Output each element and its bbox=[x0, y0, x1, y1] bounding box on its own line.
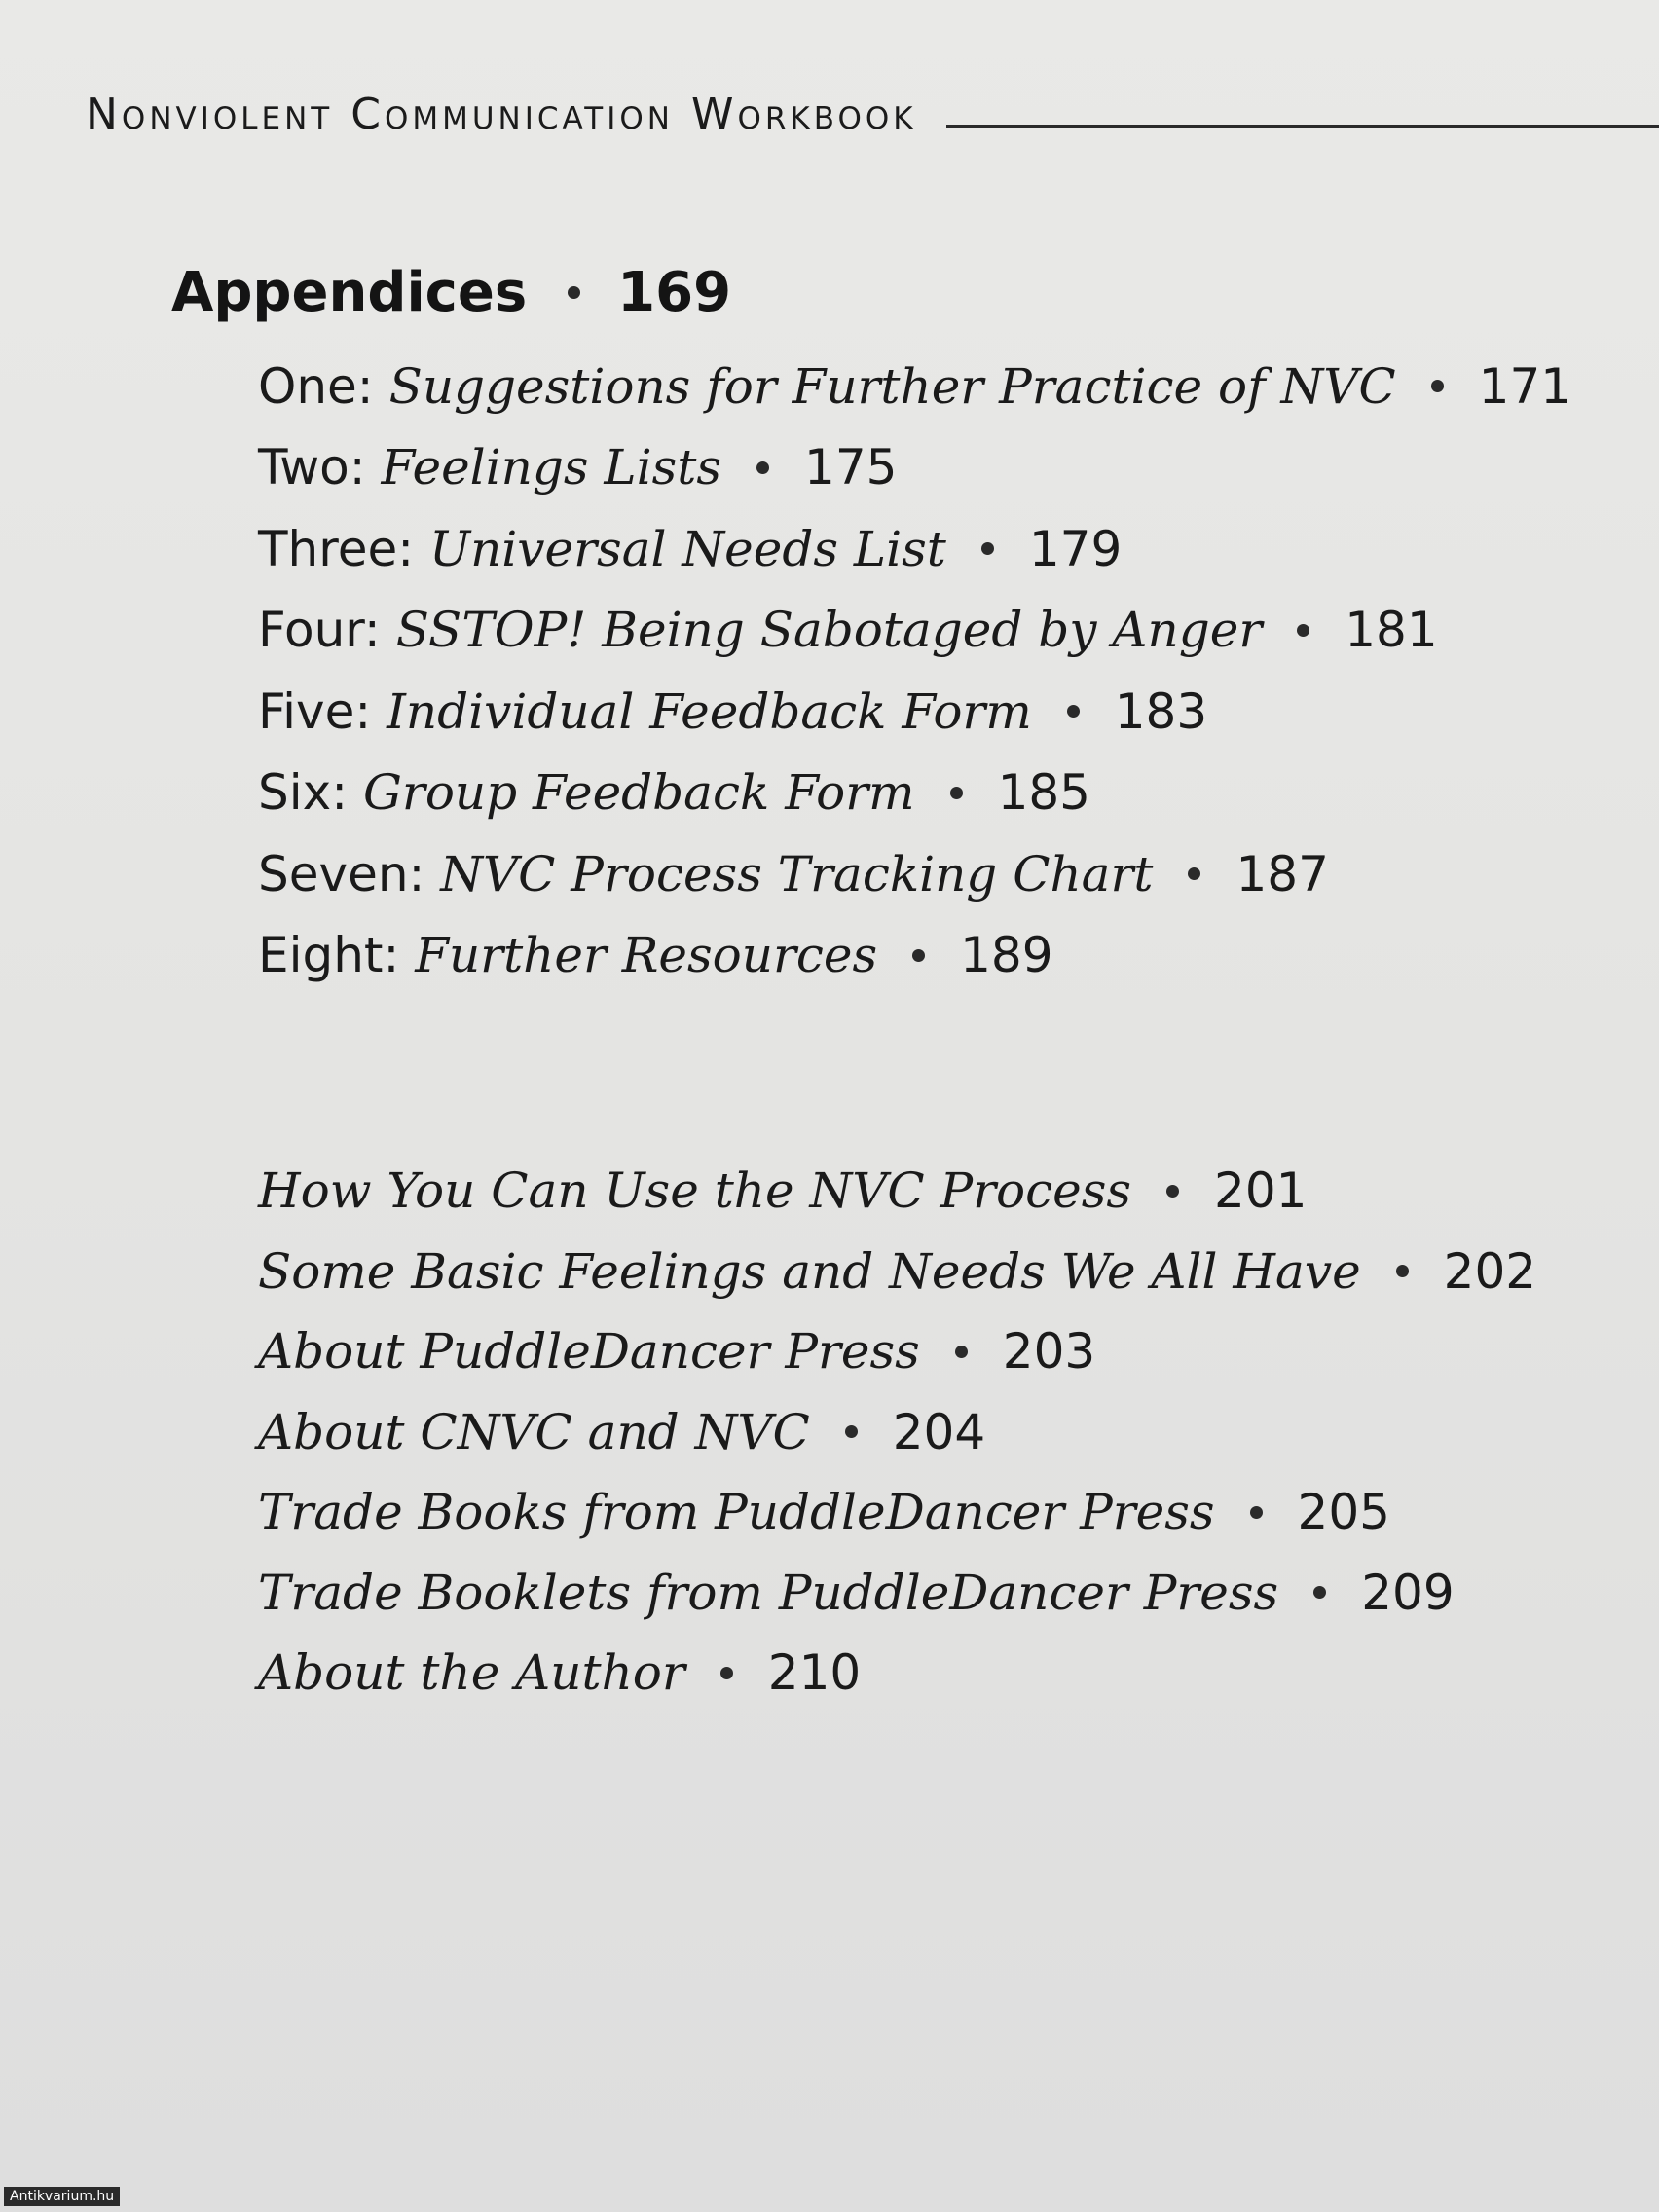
toc-entry bbox=[258, 833, 1571, 915]
toc-entry bbox=[258, 753, 1571, 834]
running-header bbox=[86, 90, 1659, 139]
entry-title: Trade Booklets from PuddleDancer Press bbox=[258, 1564, 1279, 1621]
entry-page-number: 189 bbox=[960, 927, 1053, 984]
entry-page-number: 175 bbox=[804, 439, 898, 497]
bullet-icon bbox=[1188, 867, 1200, 880]
entry-page-number: 204 bbox=[892, 1403, 986, 1460]
entry-label: Six: bbox=[258, 764, 349, 822]
entry-title: Feelings Lists bbox=[381, 439, 722, 497]
entry-title: About PuddleDancer Press bbox=[258, 1323, 920, 1381]
entry-label: Five: bbox=[258, 682, 372, 740]
toc-entry bbox=[258, 1151, 1536, 1232]
entry-title: Individual Feedback Form bbox=[387, 682, 1032, 740]
entry-page-number: 203 bbox=[1002, 1323, 1096, 1381]
entry-page-number: 202 bbox=[1443, 1242, 1537, 1300]
entry-page-number: 187 bbox=[1235, 845, 1329, 903]
entry-title: SSTOP! Being Sabotaged by Anger bbox=[395, 602, 1263, 659]
toc-entry bbox=[258, 508, 1571, 590]
entry-page-number: 201 bbox=[1214, 1162, 1308, 1220]
bullet-icon bbox=[1431, 380, 1444, 392]
entry-title: Group Feedback Form bbox=[362, 764, 915, 822]
entry-label: Three: bbox=[258, 520, 415, 577]
entry-page-number: 183 bbox=[1114, 682, 1208, 740]
section-heading bbox=[171, 261, 731, 324]
bullet-icon bbox=[720, 1667, 733, 1679]
bullet-icon bbox=[1250, 1506, 1263, 1519]
entry-title: Further Resources bbox=[415, 927, 878, 984]
entry-page-number: 179 bbox=[1028, 520, 1123, 577]
appendix-list bbox=[258, 346, 1571, 996]
running-title: Nonviolent Communication Workbook bbox=[86, 90, 917, 139]
toc-entry bbox=[258, 427, 1571, 509]
entry-page-number: 205 bbox=[1297, 1484, 1390, 1541]
bullet-icon bbox=[1067, 705, 1080, 718]
toc-entry bbox=[258, 1633, 1536, 1714]
entry-title: NVC Process Tracking Chart bbox=[440, 845, 1154, 903]
entry-title: About the Author bbox=[258, 1644, 685, 1702]
bullet-icon bbox=[1396, 1265, 1409, 1277]
bullet-icon bbox=[568, 286, 580, 299]
entry-title: Some Basic Feelings and Needs We All Have bbox=[258, 1242, 1361, 1300]
bullet-icon bbox=[1313, 1586, 1326, 1599]
entry-title: Suggestions for Further Practice of NVC bbox=[388, 357, 1396, 415]
toc-entry bbox=[258, 1311, 1536, 1392]
entry-label: Four: bbox=[258, 602, 381, 659]
entry-label: Eight: bbox=[258, 927, 400, 984]
entry-page-number: 171 bbox=[1478, 357, 1572, 415]
bullet-icon bbox=[955, 1346, 968, 1358]
toc-entry bbox=[258, 1553, 1536, 1634]
section-title: Appendices bbox=[171, 261, 528, 324]
toc-entry bbox=[258, 1472, 1536, 1553]
header-rule bbox=[946, 125, 1659, 128]
bullet-icon bbox=[756, 461, 769, 474]
toc-entry bbox=[258, 1232, 1536, 1312]
entry-page-number: 210 bbox=[767, 1644, 862, 1702]
toc-entry bbox=[258, 671, 1571, 753]
entry-title: Universal Needs List bbox=[428, 520, 946, 577]
entry-title: Trade Books from PuddleDancer Press bbox=[258, 1484, 1215, 1541]
bullet-icon bbox=[950, 787, 963, 799]
entry-page-number: 209 bbox=[1361, 1564, 1455, 1621]
bullet-icon bbox=[912, 949, 925, 962]
entry-label: Seven: bbox=[258, 845, 425, 903]
section-page-number: 169 bbox=[617, 261, 732, 324]
entry-label: One: bbox=[258, 357, 374, 415]
entry-title: About CNVC and NVC bbox=[258, 1403, 810, 1460]
bullet-icon bbox=[845, 1425, 858, 1438]
back-matter-list bbox=[258, 1151, 1536, 1714]
toc-entry bbox=[258, 1392, 1536, 1473]
entry-label: Two: bbox=[258, 439, 366, 497]
entry-title: How You Can Use the NVC Process bbox=[258, 1162, 1132, 1220]
toc-entry bbox=[258, 346, 1571, 427]
watermark: Antikvarium.hu bbox=[4, 2187, 120, 2206]
entry-page-number: 181 bbox=[1345, 602, 1438, 659]
toc-entry bbox=[258, 590, 1571, 672]
bullet-icon bbox=[981, 542, 994, 555]
bullet-icon bbox=[1166, 1185, 1179, 1198]
bullet-icon bbox=[1297, 624, 1309, 637]
entry-page-number: 185 bbox=[997, 764, 1090, 822]
toc-entry bbox=[258, 915, 1571, 997]
